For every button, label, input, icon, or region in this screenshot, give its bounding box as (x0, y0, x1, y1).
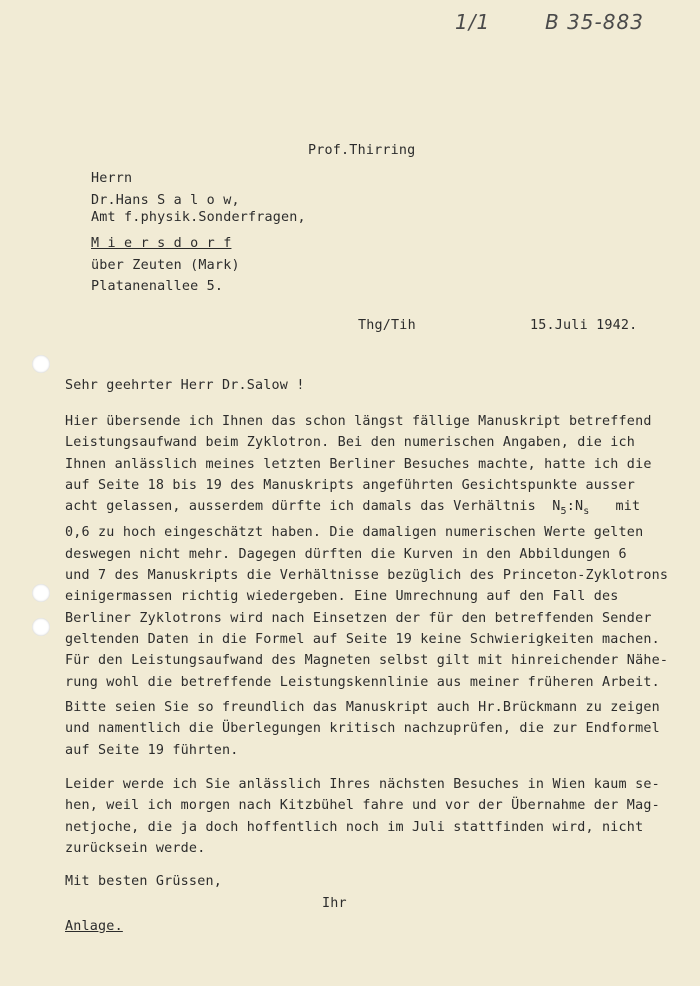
punch-hole (32, 618, 50, 636)
text-line: Leistungsaufwand beim Zyklotron. Bei den numerischen Angaben, die ich (65, 435, 636, 451)
greeting: Sehr geehrter Herr Dr.Salow ! (65, 378, 305, 393)
text-line (65, 496, 665, 522)
closing: Mit besten Grüssen, (65, 874, 222, 889)
recipient-name: Dr.Hans S a l o w, (91, 193, 240, 208)
sender: Prof.Thirring (308, 143, 416, 158)
text-line: und namentlich die Überlegungen kritisch nachzuprüfen, die zur Endformel (65, 721, 660, 737)
paragraph-2 (65, 697, 665, 761)
text-line: Leider werde ich Sie anlässlich Ihres nächsten Besuches in Wien kaum se- (65, 777, 660, 792)
text-line: zurücksein werde. (65, 840, 206, 856)
text-line: Hier übersende ich Ihnen das schon längst fällige Manuskript betreffend (65, 414, 652, 429)
text-line: Ihnen anlässlich meines letzten Berliner Besuches machte, hatte ich die (65, 456, 652, 472)
text-line: einigermassen richtig wiedergeben. Eine Umrechnung auf den Fall des (65, 589, 619, 605)
recipient-district: über Zeuten (Mark) (91, 258, 240, 273)
ratio-after: mit (615, 499, 641, 515)
letter-date: 15.Juli 1942. (530, 318, 638, 333)
text-line: rung wohl die betreffende Leistungskennlinie aus meiner früheren Arbeit. (65, 674, 660, 690)
archive-signature-mark: B 35-883 (545, 10, 644, 34)
archive-folio-mark: 1/1 (455, 10, 491, 34)
text-line: auf Seite 19 führten. (65, 742, 239, 758)
punch-hole (32, 355, 50, 373)
reference-code: Thg/Tih (358, 318, 416, 333)
recipient-office: Amt f.physik.Sonderfragen, (91, 210, 306, 225)
text-line: Bitte seien Sie so freundlich das Manuskript auch Hr.Brückmann zu zeigen (65, 700, 660, 715)
text-line: auf Seite 18 bis 19 des Manuskripts angeführten Gesichtspunkte ausser (65, 477, 636, 493)
text-line: Für den Leistungsaufwand des Magneten selbst gilt mit hinreichender Nähe- (65, 653, 669, 669)
paragraph-1 (65, 411, 669, 693)
text-line: geltenden Daten in die Formel auf Seite 19 keine Schwierigkeiten machen. (65, 631, 660, 647)
recipient-salutation: Herrn (91, 171, 133, 186)
text-line: netjoche, die ja doch hoffentlich noch im Juli stattfinden wird, nicht (65, 819, 644, 835)
paragraph-3 (65, 774, 665, 859)
signature-line: Ihr (322, 896, 347, 911)
text-line: Berliner Zyklotrons wird nach Einsetzen der für den betreffenden Sender (65, 610, 652, 626)
recipient-city: M i e r s d o r f (91, 236, 232, 251)
text-line: deswegen nicht mehr. Dagegen dürften die Kurven in den Abbildungen 6 (65, 546, 627, 562)
text-line: hen, weil ich morgen nach Kitzbühel fahre und vor der Übernahme der Mag- (65, 798, 660, 814)
enclosure-note: Anlage. (65, 919, 123, 934)
punch-hole (32, 584, 50, 602)
ratio-formula: $N_5:N_s$ (552, 499, 590, 518)
text-line-part: acht gelassen, ausserdem dürfte ich damals das Verhältnis (65, 499, 536, 515)
text-line: und 7 des Manuskripts die Verhältnisse bezüglich des Princeton-Zyklotrons (65, 568, 669, 584)
text-line: 0,6 zu hoch eingeschätzt haben. Die damaligen numerischen Werte gelten (65, 525, 644, 541)
recipient-street: Platanenallee 5. (91, 279, 224, 294)
